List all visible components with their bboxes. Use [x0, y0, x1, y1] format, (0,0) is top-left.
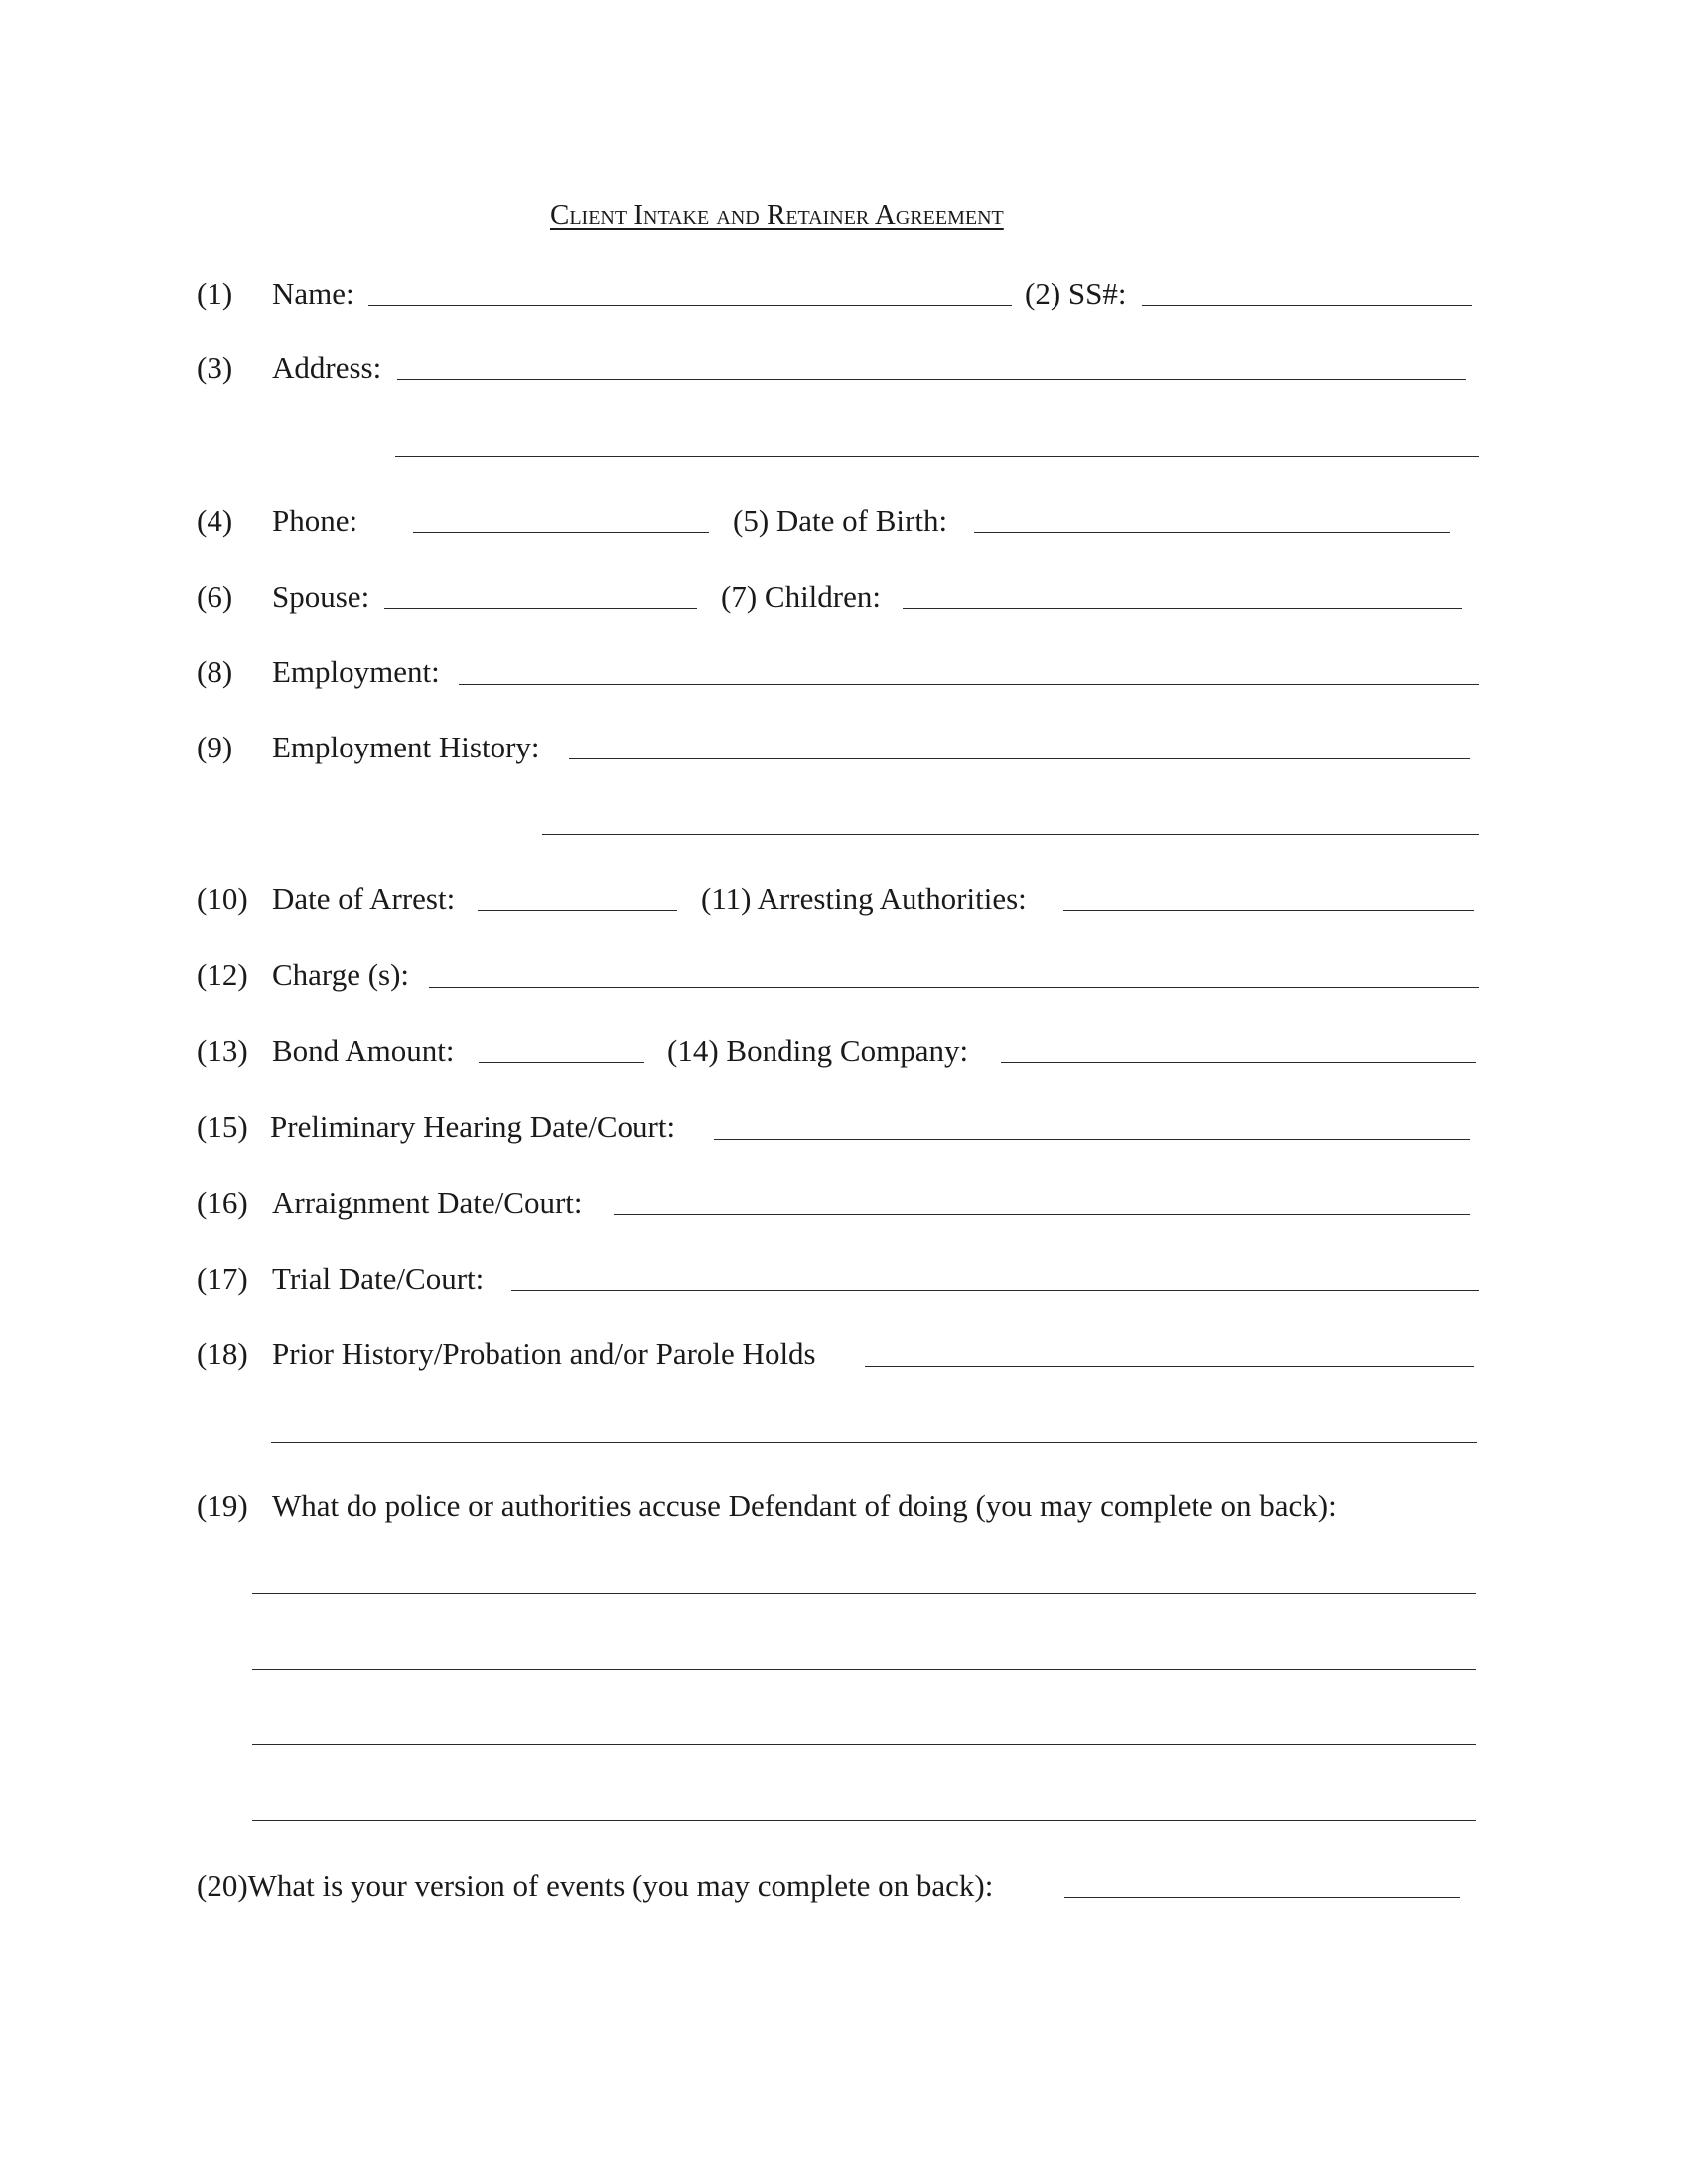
- arraignment-input-line[interactable]: [614, 1214, 1470, 1215]
- employment-input-line[interactable]: [459, 684, 1479, 685]
- field-8-number: (8): [197, 654, 233, 689]
- phone-label: Phone:: [272, 503, 358, 538]
- trial-date-label: Trial Date/Court:: [272, 1261, 485, 1296]
- spouse-input-line[interactable]: [384, 608, 697, 609]
- address-input-line-1[interactable]: [397, 379, 1466, 380]
- accusation-input-line-4[interactable]: [252, 1820, 1476, 1821]
- trial-date-input-line[interactable]: [511, 1290, 1479, 1291]
- prior-history-label: Prior History/Probation and/or Parole Holds: [272, 1336, 816, 1371]
- form-title: Client Intake and Retainer Agreement: [550, 200, 1004, 231]
- children-input-line[interactable]: [903, 608, 1462, 609]
- address-input-line-2[interactable]: [395, 456, 1479, 457]
- bonding-company-label: (14) Bonding Company:: [667, 1033, 969, 1068]
- arresting-authorities-label: (11) Arresting Authorities:: [701, 882, 1027, 916]
- preliminary-hearing-label: Preliminary Hearing Date/Court:: [270, 1109, 676, 1144]
- address-label: Address:: [272, 350, 382, 385]
- field-10-number: (10): [197, 882, 248, 916]
- field-13-number: (13): [197, 1033, 248, 1068]
- bonding-company-input-line[interactable]: [1001, 1062, 1476, 1063]
- ssn-input-line[interactable]: [1142, 305, 1472, 306]
- spouse-label: Spouse:: [272, 579, 370, 614]
- employment-history-input-line-2[interactable]: [542, 834, 1479, 835]
- name-input-line[interactable]: [368, 305, 1012, 306]
- date-of-birth-label: (5) Date of Birth:: [733, 503, 948, 538]
- field-19-number: (19): [197, 1488, 248, 1523]
- arresting-authorities-input-line[interactable]: [1063, 910, 1474, 911]
- version-of-events-label: (20)What is your version of events (you may complete on back):: [197, 1868, 994, 1903]
- date-of-arrest-input-line[interactable]: [478, 910, 677, 911]
- prior-history-input-line-2[interactable]: [271, 1442, 1477, 1443]
- field-9-number: (9): [197, 730, 233, 764]
- employment-label: Employment:: [272, 654, 440, 689]
- accusation-input-line-1[interactable]: [252, 1593, 1476, 1594]
- charges-input-line[interactable]: [429, 987, 1479, 988]
- prior-history-input-line-1[interactable]: [865, 1366, 1474, 1367]
- field-18-number: (18): [197, 1336, 248, 1371]
- phone-input-line[interactable]: [413, 532, 709, 533]
- bond-amount-input-line[interactable]: [479, 1062, 644, 1063]
- name-label: Name:: [272, 276, 354, 311]
- field-17-number: (17): [197, 1261, 248, 1296]
- arraignment-label: Arraignment Date/Court:: [272, 1185, 583, 1220]
- ssn-label: (2) SS#:: [1025, 276, 1127, 311]
- accusation-input-line-2[interactable]: [252, 1669, 1476, 1670]
- field-12-number: (12): [197, 957, 248, 992]
- children-label: (7) Children:: [721, 579, 881, 614]
- accusation-label: What do police or authorities accuse Defendant of doing (you may complete on back):: [272, 1488, 1336, 1523]
- employment-history-input-line-1[interactable]: [569, 758, 1470, 759]
- accusation-input-line-3[interactable]: [252, 1744, 1476, 1745]
- field-15-number: (15): [197, 1109, 248, 1144]
- field-3-number: (3): [197, 350, 233, 385]
- field-16-number: (16): [197, 1185, 248, 1220]
- bond-amount-label: Bond Amount:: [272, 1033, 455, 1068]
- field-6-number: (6): [197, 579, 233, 614]
- field-4-number: (4): [197, 503, 233, 538]
- field-1-number: (1): [197, 276, 233, 311]
- date-of-arrest-label: Date of Arrest:: [272, 882, 456, 916]
- date-of-birth-input-line[interactable]: [974, 532, 1450, 533]
- employment-history-label: Employment History:: [272, 730, 540, 764]
- preliminary-hearing-input-line[interactable]: [714, 1139, 1470, 1140]
- version-of-events-input-line[interactable]: [1064, 1897, 1460, 1898]
- charges-label: Charge (s):: [272, 957, 410, 992]
